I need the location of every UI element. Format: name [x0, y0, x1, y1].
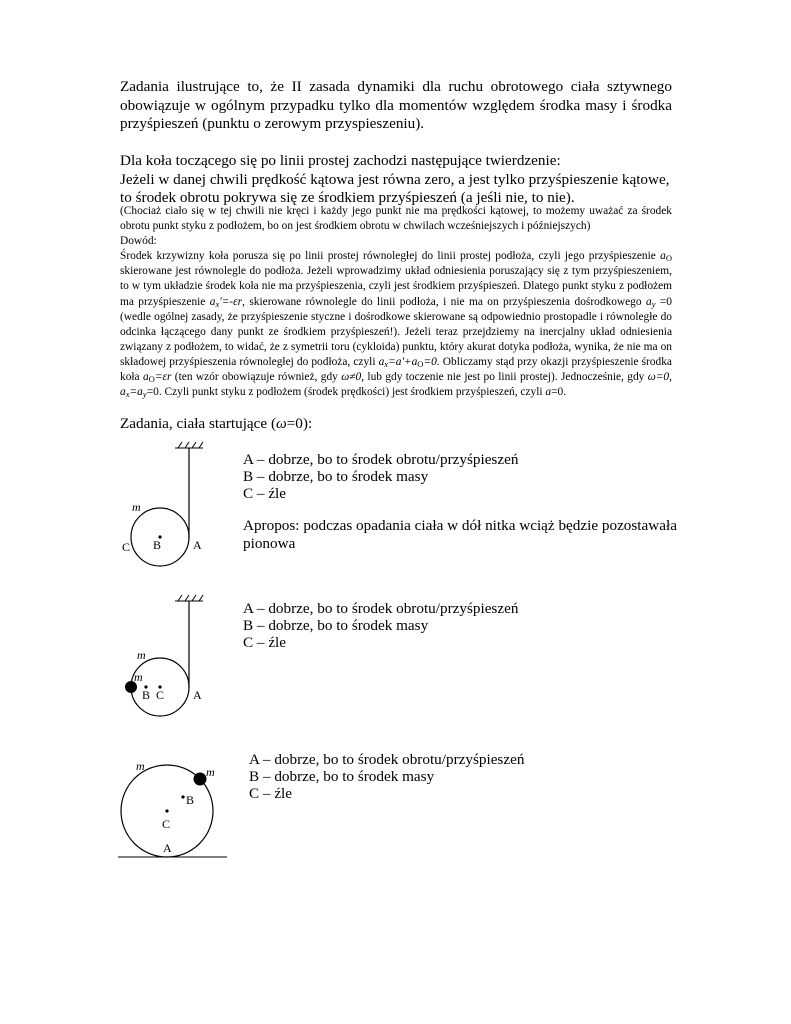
answer-b: B – dobrze, bo to środek masy	[243, 468, 429, 485]
label-c: C	[122, 540, 131, 554]
note-paragraph: (Chociaż ciało się w tej chwili nie kręci i każdy jego punkt nie ma prędkości kątowej, to możemy uważać za środek obrotu punkt styku z podłożem, bo on jest środkiem obrotu w chwilach wcześniejszych i późniejszych)	[120, 205, 672, 233]
label-m: m	[132, 500, 141, 514]
tasks-heading: Zadania, ciała startujące (ω=0):	[120, 415, 313, 432]
label-a: A	[193, 688, 202, 702]
label-m-outer: m	[137, 648, 146, 662]
label-b: B	[142, 688, 151, 702]
label-c: C	[162, 817, 171, 831]
label-a: A	[163, 841, 172, 855]
diagram-task2	[125, 595, 203, 716]
answer-c: C – źle	[243, 634, 287, 651]
answer-a: A – dobrze, bo to środek obrotu/przyśpieszeń	[243, 600, 519, 617]
proof-paragraph: Środek krzywizny koła porusza się po linii prostej równoległej do linii prostej podłoża, czyli jego przyśpieszenie $a_O$ skierowane jest równolegle do podłoża. Jeżeli wprowadzimy układ odniesienia poruszający się z tym przyśpieszeniem, to w tym układzie środek koła nie ma przyśpieszenia, czyli jest środkiem przyśpieszeń. Dlatego punkt styku z podłożem ma przyśpieszenie $a_x'=-\varepsilon r$, skierowane równolegle do linii podłoża, i nie ma on przyśpieszenia dośrodkowego $a_y =0$ (wedle ogólnej zasady, że przyśpieszenie styczne i dośrodkowe skierowane są odpowiednio prostopadle i równoległe do odcinka łączącego dany punkt ze środkiem przyśpieszeń!). Jeżeli teraz przejdziemy na inercjalny układ odniesienia związany z podłożem, to widać, że z symetrii toru (cykloida) punktu, który akurat dotyka podłoża, wynika, że nie ma on składowej przyśpieszenia równoległej do podłoża, czyli $a_x=a'+a_O=0$. Obliczamy stąd przy okazji przyśpieszenie środka koła $a_O=\varepsilon r$ (ten wzór obowiązuje również, gdy ω≠0, lub gdy toczenie nie jest po linii prostej). Jednocześnie, gdy ω=0, $a_x=a_y=0$. Czyli punkt styku z podłożem (środek prędkości) jest środkiem przyśpieszeń, czyli a=0.	[120, 250, 672, 400]
point-mass-icon	[194, 773, 207, 786]
diagram-task1	[122, 442, 203, 566]
answer-c: C – źle	[243, 485, 287, 502]
task1-answers	[243, 451, 518, 502]
label-b: B	[153, 538, 162, 552]
task2-answers	[243, 600, 518, 651]
answer-a: A – dobrze, bo to środek obrotu/przyśpieszeń	[249, 751, 525, 768]
label-b: B	[186, 793, 195, 807]
proof-label: Dowód:	[120, 235, 157, 248]
diagram-task3	[118, 759, 227, 857]
task3-answers	[249, 751, 524, 802]
answer-c: C – źle	[249, 785, 293, 802]
answer-b: B – dobrze, bo to środek masy	[243, 617, 429, 634]
answer-b: B – dobrze, bo to środek masy	[249, 768, 435, 785]
answer-a: A – dobrze, bo to środek obrotu/przyśpieszeń	[243, 451, 519, 468]
task1-apropos: Apropos: podczas opadania ciała w dół nitka wciąż będzie pozostawała pionowa	[243, 517, 677, 552]
label-a: A	[193, 538, 202, 552]
theorem-statement: Jeżeli w danej chwili prędkość kątowa jest równa zero, a jest tylko przyśpieszenie kątowe, to środek obrotu pokrywa się ze środkiem przyśpieszeń (a jeśli nie, to nie).	[120, 170, 670, 206]
label-m-right: m	[206, 765, 215, 779]
intro-paragraph: Zadania ilustrujące to, że II zasada dynamiki dla ruchu obrotowego ciała sztywnego obowiązuje w ogólnym przypadku tylko dla momentów względem środka masy i środka przyśpieszeń (punktu o zerowym przyspieszeniu).	[120, 78, 672, 132]
ceiling-hatch-icon	[175, 442, 203, 448]
ceiling-hatch-icon	[175, 595, 203, 601]
theorem-intro-line: Dla koła toczącego się po linii prostej zachodzi następujące twierdzenie:	[120, 152, 561, 169]
point-b-dot	[181, 795, 184, 798]
label-m-left: m	[136, 759, 145, 773]
label-c: C	[156, 688, 165, 702]
label-m-inner: m	[134, 670, 143, 684]
point-c-dot	[165, 809, 168, 812]
